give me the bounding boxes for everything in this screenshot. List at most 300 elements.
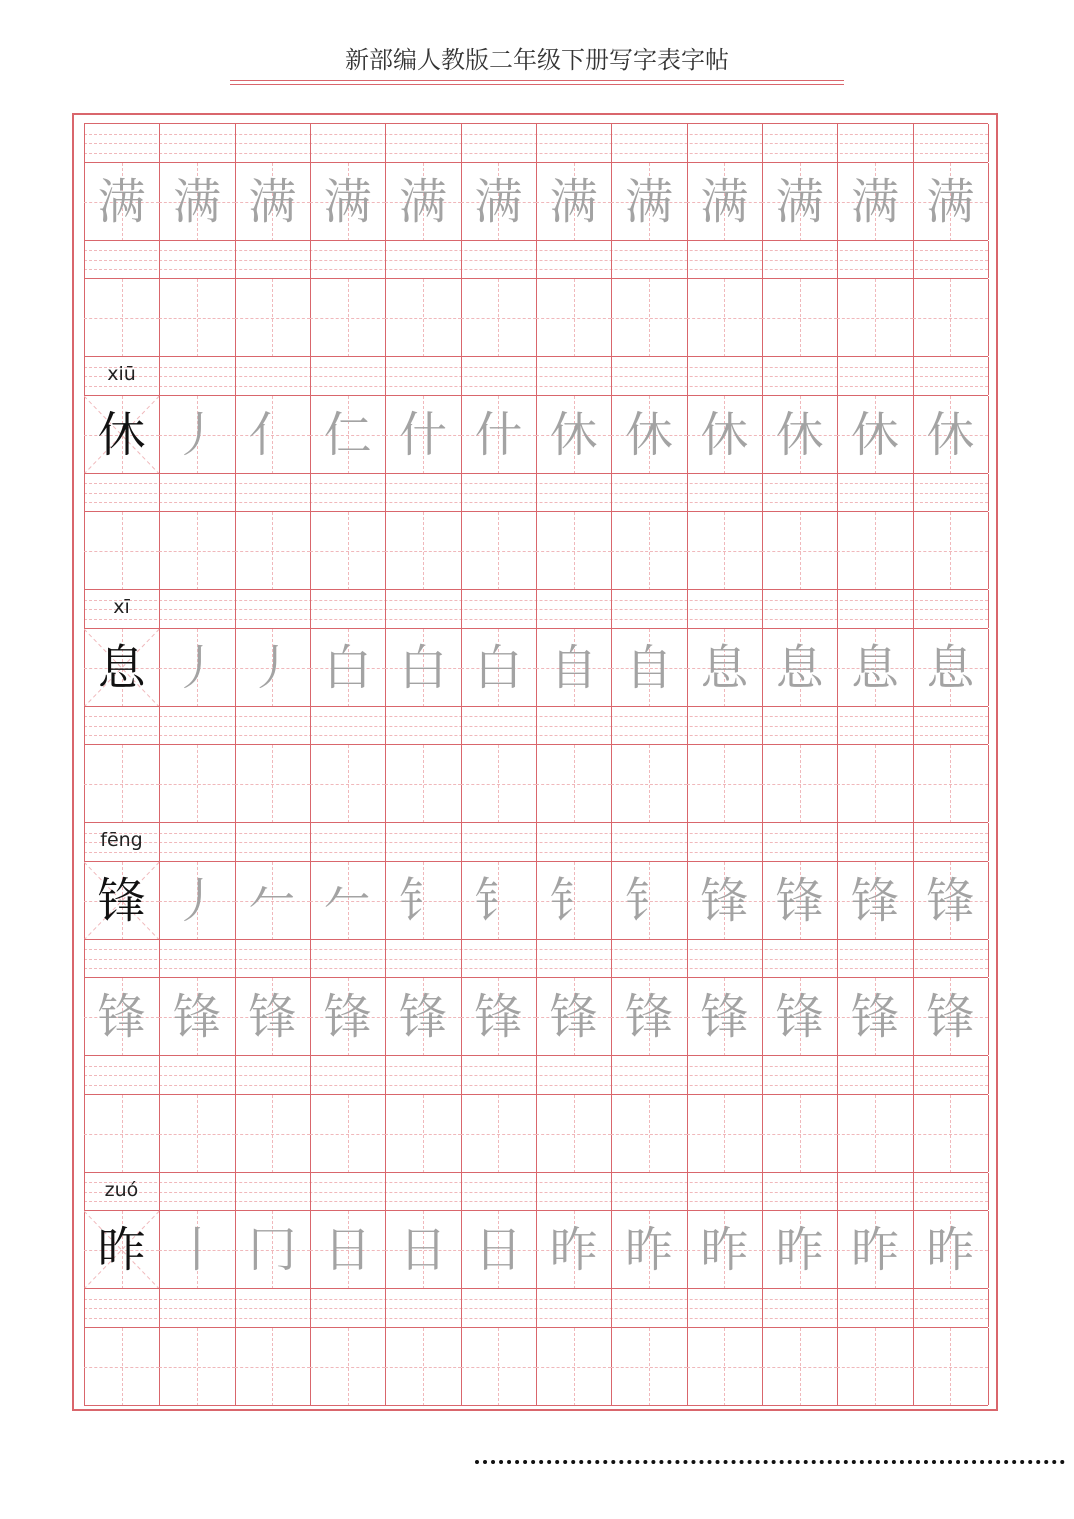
writing-cell xyxy=(385,629,460,707)
grid-line xyxy=(988,629,989,706)
guide-line xyxy=(687,784,762,785)
grid-line xyxy=(310,1173,311,1211)
trace-character: 休 xyxy=(850,406,899,463)
guide-line xyxy=(837,1134,912,1135)
writing-cell xyxy=(687,978,762,1056)
trace-character: 丿 xyxy=(248,639,297,696)
grid-line xyxy=(762,1056,763,1094)
trace-character: 锋 xyxy=(926,872,975,929)
writing-cell xyxy=(461,862,536,940)
grid-line xyxy=(385,124,386,162)
trace-character: 白 xyxy=(398,639,447,696)
writing-cell xyxy=(536,396,611,474)
writing-cell xyxy=(385,396,460,474)
trace-character: 昨 xyxy=(624,1222,673,1278)
character-row xyxy=(84,1094,988,1172)
pinyin-label: xī xyxy=(113,596,130,618)
practice-row xyxy=(84,473,988,590)
practice-row xyxy=(84,123,988,240)
model-character: 锋 xyxy=(97,872,146,929)
character-row xyxy=(84,1210,988,1288)
grid-line xyxy=(687,940,688,978)
writing-cell xyxy=(385,512,460,590)
practice-row xyxy=(84,1172,988,1289)
character-row xyxy=(84,278,988,356)
trace-character: 白 xyxy=(474,639,523,696)
pinyin-band xyxy=(84,1172,988,1211)
writing-cell xyxy=(837,279,912,357)
grid-line xyxy=(988,1056,989,1094)
guide-line xyxy=(762,318,837,319)
trace-character: 满 xyxy=(624,173,673,230)
guide-line xyxy=(385,551,460,552)
guide-line xyxy=(385,784,460,785)
grid-line xyxy=(385,1289,386,1327)
trace-character: 日 xyxy=(323,1222,372,1278)
writing-cell xyxy=(84,396,159,474)
grid-line xyxy=(536,124,537,162)
grid-line xyxy=(310,1056,311,1094)
writing-cell xyxy=(536,1211,611,1289)
grid-line xyxy=(837,707,838,745)
trace-character: 冂 xyxy=(248,1222,297,1278)
trace-character: 什 xyxy=(398,406,447,463)
writing-cell xyxy=(84,1095,159,1173)
writing-cell xyxy=(687,862,762,940)
writing-cell xyxy=(762,629,837,707)
grid-line xyxy=(913,357,914,395)
trace-character: 钅 xyxy=(474,872,523,929)
guide-line xyxy=(762,551,837,552)
writing-cell xyxy=(611,629,686,707)
pinyin-band xyxy=(84,1288,988,1327)
trace-character: 什 xyxy=(474,406,523,463)
guide-line xyxy=(84,1134,159,1135)
writing-cell xyxy=(913,862,988,940)
grid-line xyxy=(310,241,311,279)
writing-cell xyxy=(235,279,310,357)
guide-line xyxy=(611,784,686,785)
guide-line xyxy=(687,318,762,319)
writing-cell xyxy=(310,978,385,1056)
grid-line xyxy=(536,474,537,512)
writing-cell xyxy=(536,745,611,823)
writing-cell xyxy=(762,512,837,590)
writing-cell xyxy=(837,396,912,474)
writing-cell xyxy=(461,745,536,823)
writing-cell xyxy=(385,1328,460,1406)
grid-line xyxy=(310,124,311,162)
grid-line xyxy=(611,124,612,162)
writing-cell xyxy=(687,1095,762,1173)
writing-cell xyxy=(385,862,460,940)
grid-line xyxy=(762,1289,763,1327)
grid-line xyxy=(84,1405,988,1406)
grid-line xyxy=(310,823,311,861)
guide-line xyxy=(536,318,611,319)
grid-line xyxy=(611,1289,612,1327)
writing-cell xyxy=(84,1211,159,1289)
grid-line xyxy=(159,474,160,512)
trace-character: 息 xyxy=(926,639,975,696)
grid-line xyxy=(235,124,236,162)
guide-line xyxy=(837,551,912,552)
grid-line xyxy=(611,1173,612,1211)
grid-line xyxy=(837,1056,838,1094)
trace-character: 丿 xyxy=(172,872,221,929)
grid-line xyxy=(235,474,236,512)
grid-line xyxy=(762,357,763,395)
grid-line xyxy=(385,823,386,861)
pinyin-band xyxy=(84,356,988,395)
writing-cell xyxy=(159,862,234,940)
grid-line xyxy=(84,1289,85,1327)
grid-line xyxy=(687,707,688,745)
trace-character: 满 xyxy=(172,173,221,230)
grid-line xyxy=(687,1056,688,1094)
grid-line xyxy=(385,474,386,512)
writing-cell xyxy=(687,163,762,241)
writing-cell xyxy=(837,629,912,707)
grid-line xyxy=(461,590,462,628)
guide-line xyxy=(235,318,310,319)
writing-cell xyxy=(611,1328,686,1406)
writing-cell xyxy=(913,163,988,241)
writing-cell xyxy=(461,279,536,357)
grid-line xyxy=(837,940,838,978)
practice-row xyxy=(84,1288,988,1405)
trace-character: 锋 xyxy=(700,989,749,1045)
grid-line xyxy=(988,862,989,939)
grid-line xyxy=(385,1173,386,1211)
writing-cell xyxy=(536,862,611,940)
writing-cell xyxy=(84,862,159,940)
grid-line xyxy=(385,1056,386,1094)
trace-character: 自 xyxy=(624,639,673,696)
writing-cell xyxy=(235,629,310,707)
grid-line xyxy=(159,1173,160,1211)
writing-cell xyxy=(84,279,159,357)
writing-cell xyxy=(235,978,310,1056)
guide-line xyxy=(913,1367,988,1368)
grid-line xyxy=(310,707,311,745)
grid-line xyxy=(159,707,160,745)
trace-character: 息 xyxy=(850,639,899,696)
writing-cell xyxy=(235,1095,310,1173)
trace-character: 锋 xyxy=(398,989,447,1045)
grid-line xyxy=(84,474,85,512)
writing-cell xyxy=(611,862,686,940)
grid-line xyxy=(687,823,688,861)
practice-grid xyxy=(84,123,988,1406)
pinyin-band xyxy=(84,240,988,279)
grid-line xyxy=(988,1095,989,1172)
guide-line xyxy=(913,784,988,785)
grid-line xyxy=(461,707,462,745)
grid-line xyxy=(611,357,612,395)
writing-cell xyxy=(461,1328,536,1406)
writing-cell xyxy=(913,396,988,474)
writing-cell xyxy=(461,396,536,474)
writing-cell xyxy=(762,279,837,357)
grid-line xyxy=(385,241,386,279)
trace-character: 昨 xyxy=(926,1222,975,1278)
guide-line xyxy=(310,784,385,785)
grid-line xyxy=(159,940,160,978)
trace-character: 休 xyxy=(700,406,749,463)
writing-cell xyxy=(235,163,310,241)
pinyin-band xyxy=(84,123,988,162)
guide-line xyxy=(385,318,460,319)
guide-line xyxy=(837,318,912,319)
trace-character: 休 xyxy=(549,406,598,463)
grid-line xyxy=(385,707,386,745)
character-row xyxy=(84,162,988,240)
grid-line xyxy=(536,1056,537,1094)
grid-line xyxy=(159,1289,160,1327)
guide-line xyxy=(687,1134,762,1135)
writing-cell xyxy=(461,1211,536,1289)
writing-cell xyxy=(385,163,460,241)
grid-line xyxy=(235,1056,236,1094)
guide-line xyxy=(385,1367,460,1368)
trace-character: 满 xyxy=(398,173,447,230)
grid-line xyxy=(461,1173,462,1211)
writing-cell xyxy=(310,396,385,474)
grid-line xyxy=(461,940,462,978)
writing-cell xyxy=(84,1328,159,1406)
grid-line xyxy=(461,474,462,512)
guide-line xyxy=(611,1367,686,1368)
guide-line xyxy=(235,1134,310,1135)
grid-line xyxy=(837,1289,838,1327)
guide-line xyxy=(235,551,310,552)
guide-line xyxy=(84,551,159,552)
practice-row xyxy=(84,822,988,939)
pinyin-band xyxy=(84,939,988,978)
grid-line xyxy=(235,590,236,628)
guide-line xyxy=(159,1367,234,1368)
grid-line xyxy=(235,707,236,745)
writing-cell xyxy=(235,862,310,940)
writing-cell xyxy=(159,163,234,241)
guide-line xyxy=(159,551,234,552)
guide-line xyxy=(687,551,762,552)
writing-cell xyxy=(84,512,159,590)
writing-cell xyxy=(310,163,385,241)
grid-line xyxy=(988,241,989,279)
character-row xyxy=(84,861,988,939)
grid-line xyxy=(687,1173,688,1211)
trace-character: 昨 xyxy=(775,1222,824,1278)
practice-row xyxy=(84,589,988,706)
grid-line xyxy=(536,1173,537,1211)
grid-line xyxy=(762,590,763,628)
grid-line xyxy=(837,590,838,628)
grid-line xyxy=(837,474,838,512)
guide-line xyxy=(385,1134,460,1135)
grid-line xyxy=(988,823,989,861)
grid-line xyxy=(988,163,989,240)
guide-line xyxy=(84,1367,159,1368)
trace-character: 锋 xyxy=(775,989,824,1045)
trace-character: 昨 xyxy=(549,1222,598,1278)
guide-line xyxy=(687,1367,762,1368)
grid-line xyxy=(235,357,236,395)
character-row xyxy=(84,628,988,706)
grid-line xyxy=(988,124,989,162)
guide-line xyxy=(913,318,988,319)
grid-line xyxy=(913,474,914,512)
writing-cell xyxy=(687,396,762,474)
trace-character: 锋 xyxy=(172,989,221,1045)
grid-line xyxy=(611,474,612,512)
grid-line xyxy=(762,940,763,978)
trace-character: 日 xyxy=(474,1222,523,1278)
dotted-line xyxy=(475,1460,1065,1464)
grid-line xyxy=(687,241,688,279)
character-row xyxy=(84,744,988,822)
writing-cell xyxy=(837,978,912,1056)
grid-line xyxy=(988,940,989,978)
guide-line xyxy=(611,551,686,552)
writing-cell xyxy=(913,1328,988,1406)
grid-line xyxy=(762,823,763,861)
guide-line xyxy=(461,551,536,552)
trace-character: 锋 xyxy=(775,872,824,929)
trace-character: 锋 xyxy=(549,989,598,1045)
pinyin-band xyxy=(84,822,988,861)
grid-line xyxy=(159,124,160,162)
trace-character: 满 xyxy=(97,173,146,230)
writing-cell xyxy=(837,862,912,940)
writing-cell xyxy=(762,1211,837,1289)
guide-line xyxy=(762,1367,837,1368)
writing-cell xyxy=(762,163,837,241)
grid-line xyxy=(988,474,989,512)
practice-row xyxy=(84,240,988,357)
grid-line xyxy=(913,590,914,628)
guide-line xyxy=(461,318,536,319)
writing-cell xyxy=(913,279,988,357)
writing-cell xyxy=(536,512,611,590)
character-row xyxy=(84,395,988,473)
writing-cell xyxy=(310,512,385,590)
writing-cell xyxy=(235,1211,310,1289)
grid-line xyxy=(536,707,537,745)
grid-line xyxy=(913,124,914,162)
practice-row xyxy=(84,939,988,1056)
guide-line xyxy=(837,784,912,785)
grid-line xyxy=(837,124,838,162)
grid-line xyxy=(461,1289,462,1327)
grid-line xyxy=(611,241,612,279)
guide-line xyxy=(913,551,988,552)
trace-character: 昨 xyxy=(700,1222,749,1278)
grid-line xyxy=(536,590,537,628)
pinyin-label: zuó xyxy=(104,1178,139,1201)
writing-cell xyxy=(837,512,912,590)
grid-line xyxy=(84,707,85,745)
grid-line xyxy=(611,940,612,978)
trace-character: 锋 xyxy=(850,989,899,1045)
grid-line xyxy=(762,241,763,279)
writing-cell xyxy=(310,1095,385,1173)
writing-cell xyxy=(385,1211,460,1289)
model-character: 休 xyxy=(97,406,146,463)
trace-character: 钅 xyxy=(398,872,447,929)
grid-line xyxy=(310,940,311,978)
grid-line xyxy=(837,1173,838,1211)
grid-line xyxy=(913,1289,914,1327)
grid-line xyxy=(687,1289,688,1327)
grid-line xyxy=(988,707,989,745)
grid-line xyxy=(913,241,914,279)
grid-line xyxy=(611,590,612,628)
guide-line xyxy=(913,1134,988,1135)
grid-line xyxy=(536,940,537,978)
grid-line xyxy=(84,1056,85,1094)
grid-line xyxy=(84,241,85,279)
trace-character: 钅 xyxy=(624,872,673,929)
grid-line xyxy=(837,241,838,279)
writing-cell xyxy=(762,396,837,474)
writing-cell xyxy=(913,1095,988,1173)
trace-character: 满 xyxy=(926,173,975,230)
grid-line xyxy=(988,590,989,628)
guide-line xyxy=(536,784,611,785)
trace-character: 满 xyxy=(323,173,372,230)
writing-cell xyxy=(84,745,159,823)
grid-line xyxy=(988,357,989,395)
writing-cell xyxy=(385,745,460,823)
character-row xyxy=(84,511,988,589)
pinyin-band xyxy=(84,1055,988,1094)
writing-cell xyxy=(913,978,988,1056)
grid-line xyxy=(988,1289,989,1327)
trace-character: 𠂉 xyxy=(248,872,297,929)
grid-line xyxy=(687,590,688,628)
writing-cell xyxy=(536,1328,611,1406)
writing-cell xyxy=(310,279,385,357)
writing-cell xyxy=(536,163,611,241)
trace-character: 休 xyxy=(926,406,975,463)
trace-character: 满 xyxy=(474,173,523,230)
writing-cell xyxy=(461,1095,536,1173)
grid-line xyxy=(988,745,989,822)
trace-character: 息 xyxy=(775,639,824,696)
trace-character: 锋 xyxy=(700,872,749,929)
writing-cell xyxy=(762,745,837,823)
writing-cell xyxy=(310,1328,385,1406)
guide-line xyxy=(536,1134,611,1135)
trace-character: 𠂉 xyxy=(323,872,372,929)
grid-line xyxy=(762,474,763,512)
writing-cell xyxy=(385,1095,460,1173)
trace-character: 锋 xyxy=(850,872,899,929)
writing-cell xyxy=(837,1328,912,1406)
writing-cell xyxy=(84,629,159,707)
trace-character: 丿 xyxy=(172,639,221,696)
character-row xyxy=(84,977,988,1055)
grid-line xyxy=(536,1289,537,1327)
grid-line xyxy=(687,357,688,395)
writing-cell xyxy=(159,1211,234,1289)
grid-line xyxy=(310,474,311,512)
guide-line xyxy=(310,1367,385,1368)
trace-character: 锋 xyxy=(474,989,523,1045)
guide-line xyxy=(611,1134,686,1135)
